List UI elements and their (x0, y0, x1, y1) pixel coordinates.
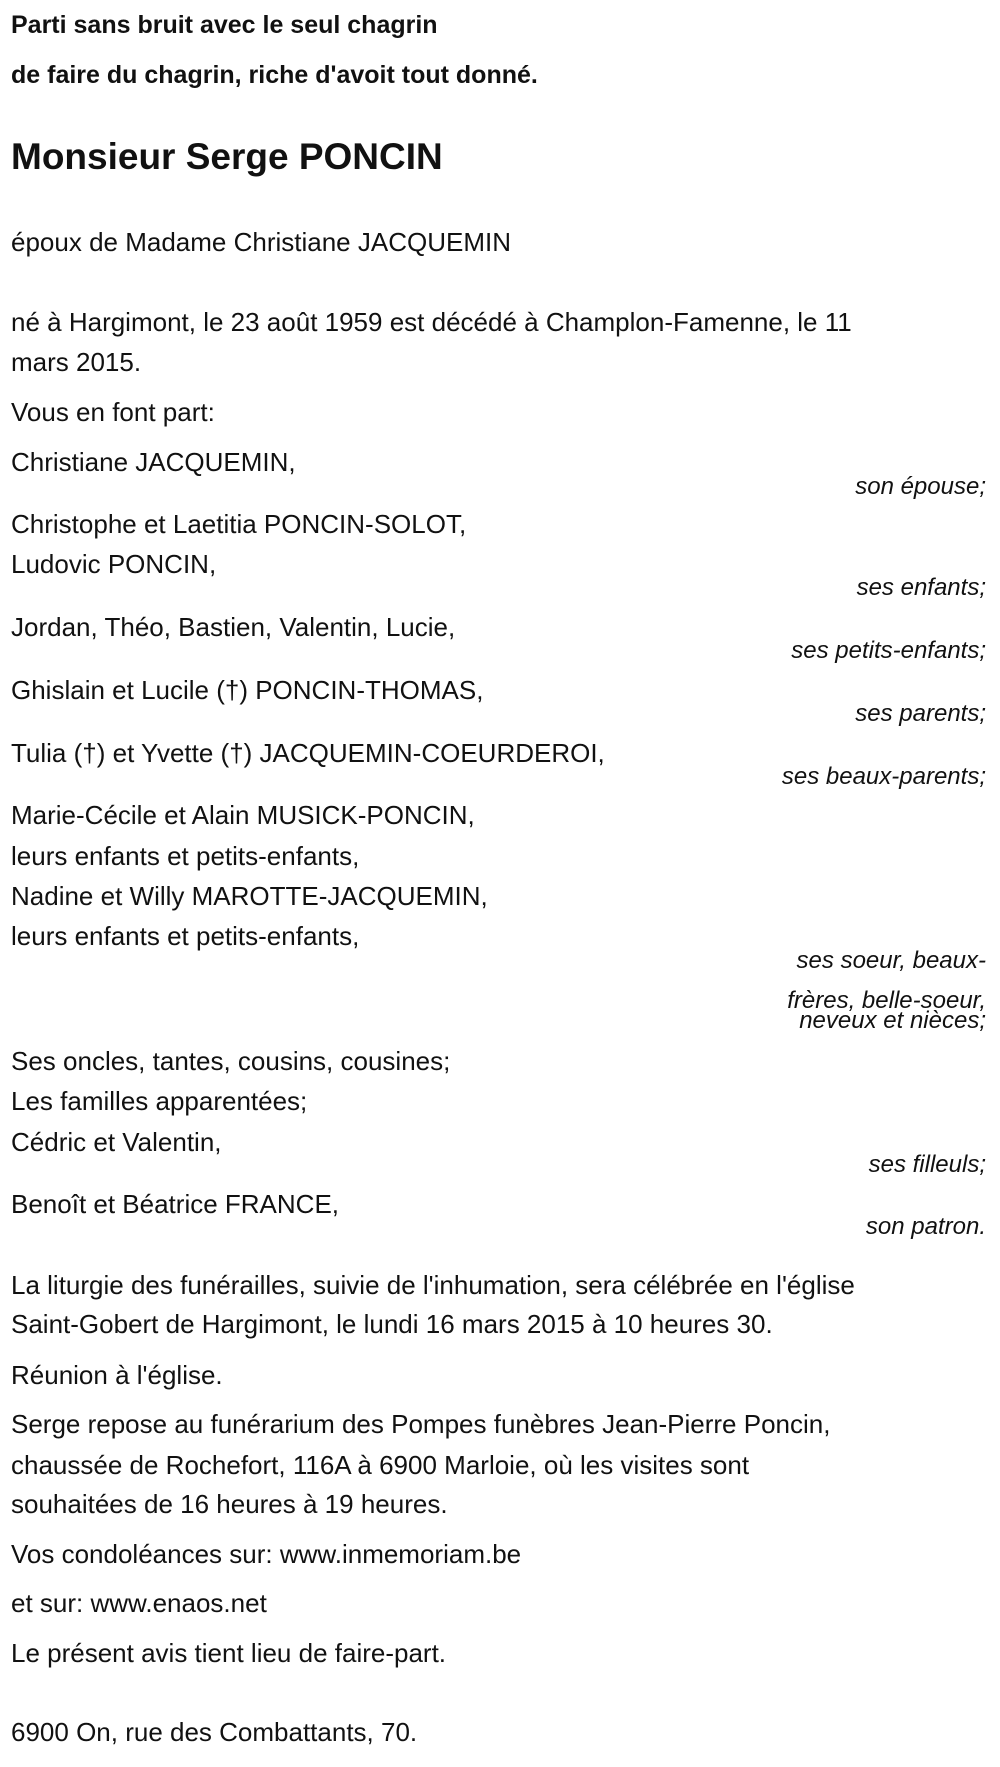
family-name: leurs enfants et petits-enfants, (11, 921, 360, 951)
family-relation: son épouse; (855, 473, 986, 500)
family-name: Marie-Cécile et Alain MUSICK-PONCIN, (11, 800, 475, 830)
family-relation: ses filleuls; (868, 1151, 986, 1178)
birth-death-line-1: né à Hargimont, le 23 août 1959 est décédé à Champlon-Famenne, le 11 (11, 307, 852, 337)
repose-line-3: souhaitées de 16 heures à 19 heures. (11, 1489, 448, 1519)
family-name: Cédric et Valentin, (11, 1127, 222, 1157)
family-name: Benoît et Béatrice FRANCE, (11, 1189, 340, 1219)
family-relation: ses petits-enfants; (791, 637, 986, 664)
family-name: Christiane JACQUEMIN, (11, 447, 296, 477)
condolences-line-2: et sur: www.enaos.net (11, 1588, 267, 1618)
repose-line-2: chaussée de Rochefort, 116A à 6900 Marloie, où les visites sont (11, 1450, 750, 1480)
notice-line: Le présent avis tient lieu de faire-part. (11, 1638, 447, 1668)
family-name: leurs enfants et petits-enfants, (11, 841, 360, 871)
funeral-line-2: Saint-Gobert de Hargimont, le lundi 16 mars 2015 à 10 heures 30. (11, 1309, 773, 1339)
family-name: Christophe et Laetitia PONCIN-SOLOT, (11, 509, 467, 539)
epigraph-line-1: Parti sans bruit avec le seul chagrin (11, 11, 438, 39)
family-name: Jordan, Théo, Bastien, Valentin, Lucie, (11, 612, 456, 642)
family-name: Les familles apparentées; (11, 1086, 308, 1116)
funeral-line-1: La liturgie des funérailles, suivie de l'inhumation, sera célébrée en l'église (11, 1270, 855, 1300)
family-relation: son patron. (865, 1213, 986, 1240)
spouse-line: époux de Madame Christiane JACQUEMIN (11, 227, 511, 257)
family-relation: neveux et nièces; (799, 1007, 986, 1034)
family-name: Tulia (†) et Yvette (†) JACQUEMIN-COEURDEROI, (11, 738, 605, 768)
family-relation: ses soeur, beaux- (796, 947, 986, 974)
family-name: Ses oncles, tantes, cousins, cousines; (11, 1046, 451, 1076)
family-name: Nadine et Willy MAROTTE-JACQUEMIN, (11, 881, 488, 911)
family-relation: ses parents; (855, 700, 986, 727)
address-line: 6900 On, rue des Combattants, 70. (11, 1717, 418, 1747)
family-relation: ses beaux-parents; (781, 763, 986, 790)
meeting-line: Réunion à l'église. (11, 1360, 223, 1390)
repose-line-1: Serge repose au funérarium des Pompes funèbres Jean-Pierre Poncin, (11, 1409, 831, 1439)
family-name: Ludovic PONCIN, (11, 549, 217, 579)
deceased-name-title: Monsieur Serge PONCIN (11, 136, 443, 177)
birth-death-line-2: mars 2015. (11, 347, 142, 377)
family-relation: frères, belle-soeur, (787, 987, 986, 1014)
family-relation: ses enfants; (856, 574, 986, 601)
announce-intro: Vous en font part: (11, 397, 215, 427)
condolences-line-1: Vos condoléances sur: www.inmemoriam.be (11, 1539, 522, 1569)
family-name: Ghislain et Lucile (†) PONCIN-THOMAS, (11, 675, 484, 705)
epigraph-line-2: de faire du chagrin, riche d'avoit tout donné. (11, 61, 538, 89)
